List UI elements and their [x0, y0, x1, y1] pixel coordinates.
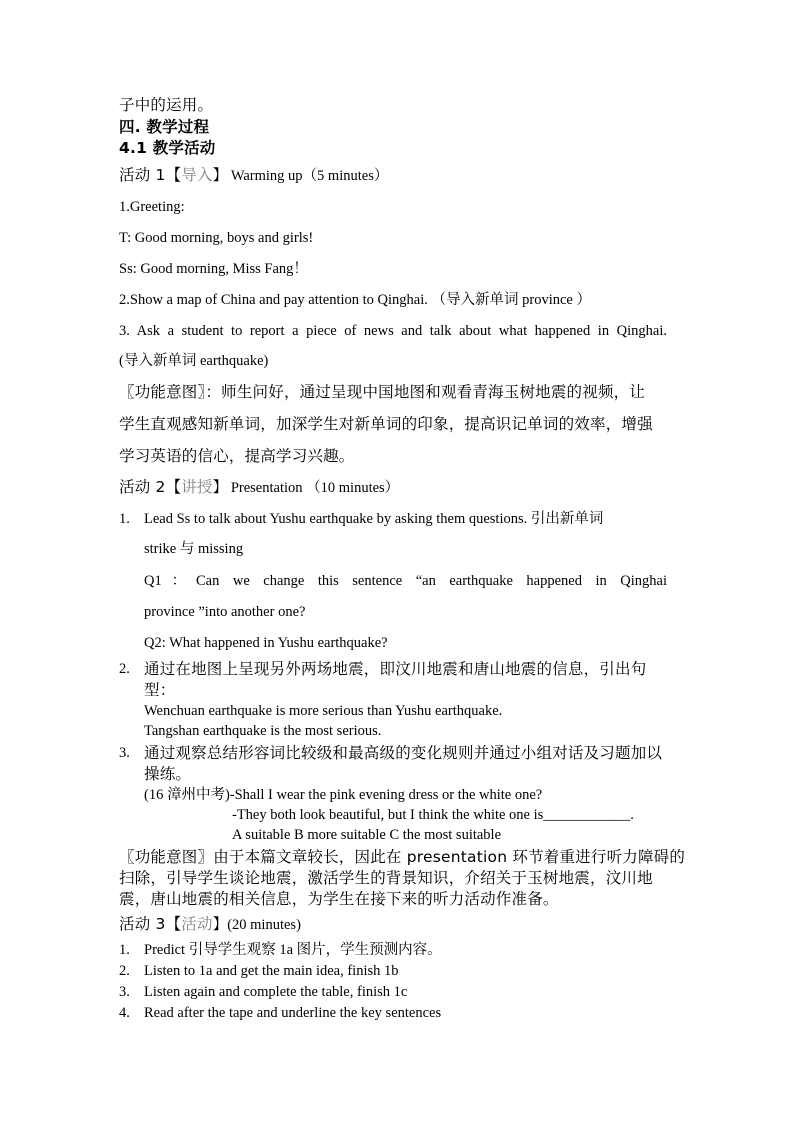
list-item: 通过在地图上呈现另外两场地震，即汶川地震和唐山地震的信息，引出句	[144, 660, 647, 678]
text-line: 子中的运用。	[119, 96, 214, 114]
list-number: 1.	[119, 511, 130, 527]
text-line: 震，唐山地震的相关信息，为学生在接下来的听力活动作准备。	[119, 890, 559, 908]
text-line: Q1：Can we change this sentence “an earthquake happened in Qinghai	[144, 573, 667, 589]
list-number: 3.	[119, 745, 130, 761]
list-item: Listen to 1a and get the main idea, finish 1b	[144, 963, 399, 979]
text-line: T: Good morning, boys and girls!	[119, 230, 314, 246]
text-line: province ”into another one?	[144, 604, 306, 620]
activity-2-suffix: 】 Presentation （10 minutes）	[212, 480, 400, 496]
exam-question-answer-line: -They both look beautiful, but I think the white one is____________.	[232, 807, 634, 823]
text-line: Q2: What happened in Yushu earthquake?	[144, 635, 388, 651]
subsection-heading: 4.1 教学活动	[119, 139, 216, 157]
list-number: 3.	[119, 984, 130, 1000]
list-number: 4.	[119, 1005, 130, 1021]
text-line: 学生直观感知新单词，加深学生对新单词的印象，提高识记单词的效率，增强	[119, 415, 653, 433]
list-number: 1.	[119, 942, 130, 958]
activity-1-prefix: 活动 1【	[119, 166, 182, 184]
function-intent-note: 〖功能意图〗由于本篇文章较长，因此在 presentation 环节着重进行听力障碍的	[119, 848, 686, 866]
activity-3-prefix: 活动 3【	[119, 915, 182, 933]
text-line: Wenchuan earthquake is more serious than Yushu earthquake.	[144, 703, 503, 719]
list-item: 通过观察总结形容词比较级和最高级的变化规则并通过小组对话及习题加以	[144, 744, 663, 762]
text-line: Ss: Good morning, Miss Fang！	[119, 261, 308, 277]
activity-2-prefix: 活动 2【	[119, 478, 182, 496]
list-item: Lead Ss to talk about Yushu earthquake by asking them questions. 引出新单词	[144, 511, 604, 527]
activity-2-tag: 讲授	[181, 478, 213, 496]
activity-1-suffix: 】 Warming up（5 minutes）	[212, 168, 389, 184]
activity-1-heading	[119, 166, 388, 185]
text-line: Tangshan earthquake is the most serious.	[144, 723, 382, 739]
exam-question-options: A suitable B more suitable C the most suitable	[232, 827, 502, 843]
activity-1-tag: 导入	[181, 166, 213, 184]
text-line: 2.Show a map of China and pay attention to Qinghai. （导入新单词 province ）	[119, 292, 591, 308]
text-line: (导入新单词 earthquake)	[119, 353, 269, 369]
text-line: 操练。	[144, 765, 192, 783]
list-item: Read after the tape and underline the key sentences	[144, 1005, 442, 1021]
list-number: 2.	[119, 661, 130, 677]
list-item: Listen again and complete the table, finish 1c	[144, 984, 408, 1000]
section-heading: 四. 教学过程	[119, 118, 210, 136]
list-number: 2.	[119, 963, 130, 979]
activity-3-tag: 活动	[181, 915, 213, 933]
text-line: strike 与 missing	[144, 541, 244, 557]
function-intent-note: 〖功能意图〗：师生问好，通过呈现中国地图和观看青海玉树地震的视频，让	[119, 383, 646, 401]
text-line: 型：	[144, 681, 176, 699]
text-line: 1.Greeting:	[119, 199, 185, 215]
list-item: Predict 引导学生观察 1a 图片，学生预测内容。	[144, 942, 442, 958]
activity-3-heading	[119, 915, 301, 934]
text-line: 扫除，引导学生谈论地震，激活学生的背景知识，介绍关于玉树地震，汶川地	[119, 869, 653, 887]
activity-2-heading	[119, 478, 399, 497]
text-line: 学习英语的信心，提高学习兴趣。	[119, 447, 355, 465]
activity-3-suffix: 】(20 minutes)	[212, 917, 301, 933]
exam-question: (16 漳州中考)-Shall I wear the pink evening dress or the white one?	[144, 787, 543, 803]
text-line: 3. Ask a student to report a piece of news and talk about what happened in Qinghai.	[119, 323, 667, 339]
